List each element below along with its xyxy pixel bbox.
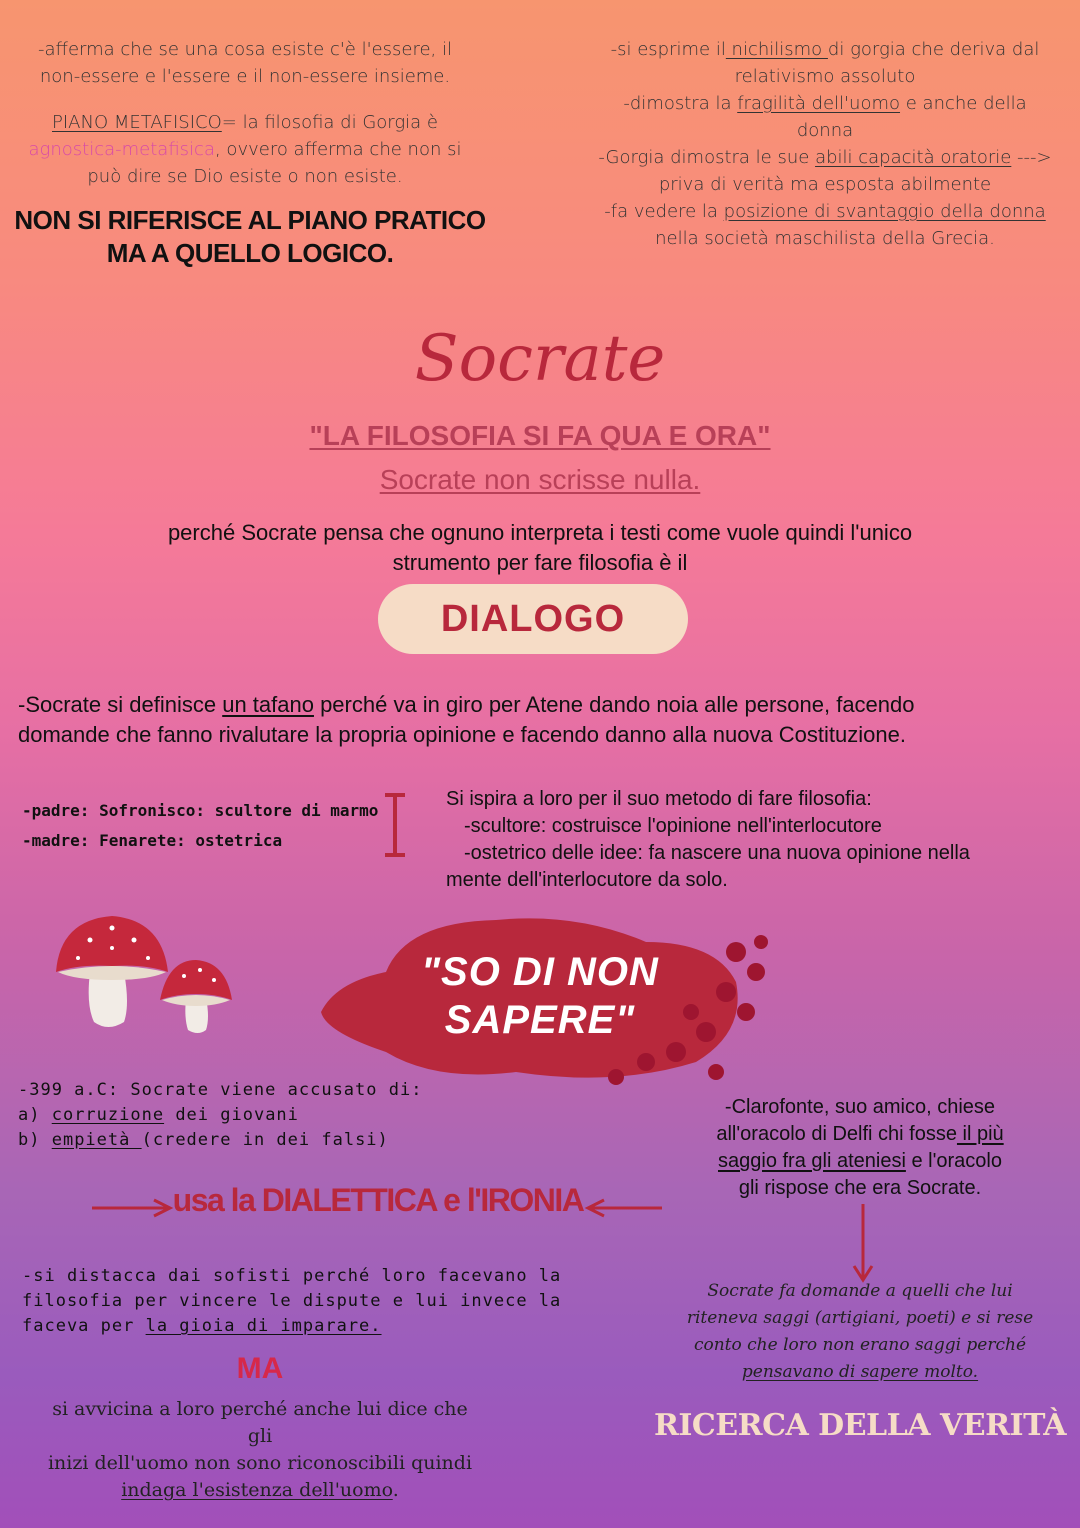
line: -ostetrico delle idee: fa nascere una nuova opinione nella [464,842,970,864]
line: "SO DI NON [421,950,659,994]
line [580,90,1070,117]
line: Socrate fa domande a quelli che lui [707,1281,1013,1301]
dialogo-label: DIALOGO [440,598,626,640]
gorgia-right-block [580,36,1070,252]
line: riteneva saggi (artigiani, poeti) e si rese [686,1308,1034,1328]
line: strumento per fare filosofia è il [392,550,688,575]
bold-line: NON SI RIFERISCE AL PIANO PRATICO [14,205,486,235]
text: . [392,1479,399,1501]
line [18,1103,458,1128]
avvicina-block [40,1396,480,1504]
term: corruzione [51,1105,165,1125]
parents-block [22,796,392,856]
line: conto che loro non erano saggi perché [693,1335,1027,1355]
piano-label: PIANO METAFISICO [52,112,222,133]
term: fragilità dell'uomo [737,93,901,114]
text: (credere in dei falsi) [141,1130,389,1150]
line: nella società maschilista della Grecia. [655,228,995,249]
line: perché Socrate pensa che ognuno interpreta i testi come vuole quindi l'unico [167,520,913,545]
domande-block [680,1278,1040,1386]
text: perché va in giro per Atene dando noia alle persone, facendo [313,692,915,717]
text: all'oracolo di Delfi chi fosse [716,1123,957,1145]
line: -si distacca dai sofisti perché loro facevano la [22,1266,562,1286]
dialettica-label: usa la DIALETTICA e l'IRONIA [172,1182,584,1218]
arrow-down-icon [850,1204,876,1284]
sofisti-block [22,1264,562,1339]
line [680,1359,1040,1386]
term: saggio fra gli ateniesi [718,1150,906,1172]
subtitle-text: Socrate non scrisse nulla. [379,464,701,495]
subtitle [200,464,880,496]
text: dei giovani [164,1105,299,1125]
padre: -padre: Sofronisco: scultore di marmo [22,801,379,820]
term: posizione di svantaggio della donna [723,201,1046,222]
mushroom-icon [50,910,250,1040]
line [22,1314,562,1339]
text: b) [18,1130,52,1150]
method-block [446,786,1066,894]
line: non-essere e l'essere e il non-essere insieme. [39,66,451,87]
line [580,144,1070,171]
i-beam-divider-icon [382,792,408,858]
line: donna [796,120,854,141]
line: inizi dell'uomo non sono riconoscibili quindi [47,1452,473,1474]
line [18,1128,458,1153]
text: -fa vedere la [604,201,724,222]
tafano-paragraph [18,690,1068,750]
quote: "LA FILOSOFIA SI FA QUA E ORA" [309,420,771,451]
line: gli rispose che era Socrate. [738,1177,982,1199]
ricerca-label: RICERCA DELLA VERITÀ [653,1408,1067,1443]
line [680,1148,1040,1175]
line: Si ispira a loro per il suo metodo di fare filosofia: [446,788,872,810]
accusation-block [18,1078,458,1153]
bold-statement [10,204,490,270]
line [580,36,1070,63]
text: -si esprime il [610,39,726,60]
term: empietà [51,1130,142,1150]
agnostica-term: agnostica-metafisica [28,139,215,160]
oracolo-block [680,1094,1040,1202]
text: di gorgia che deriva dal [827,39,1040,60]
text: -dimostra la [623,93,738,114]
text: -Gorgia dimostra le sue [598,147,816,168]
gorgia-left-block [20,36,470,190]
line: relativismo assoluto [734,66,916,87]
line: -Clarofonte, suo amico, chiese [724,1096,996,1118]
bold-line: MA A QUELLO LOGICO. [106,238,394,268]
term: nichilismo [725,39,828,60]
line: -399 a.C: Socrate viene accusato di: [18,1080,423,1100]
text: , ovvero afferma che non si [214,139,462,160]
line: mente dell'interlocutore da solo. [446,869,728,891]
line: si avvicina a loro perché anche lui dice che gli [52,1398,468,1447]
so-di-non-sapere [380,948,700,1044]
term: pensavano di sapere molto. [741,1362,979,1382]
text: = la filosofia di Gorgia è [221,112,438,133]
term: abili capacità oratorie [815,147,1012,168]
line: -scultore: costruisce l'opinione nell'interlocutore [464,815,882,837]
term: indaga l'esistenza dell'uomo [121,1479,393,1501]
line [18,690,1068,720]
line [20,136,470,163]
text: e anche della [900,93,1027,114]
line [580,198,1070,225]
quote-heading [200,420,880,452]
term: il più [956,1123,1004,1145]
text: e l'oracolo [905,1150,1002,1172]
text: faceva per [22,1316,146,1336]
madre: -madre: Fenarete: ostetrica [22,831,283,850]
text: -Socrate si definisce [18,692,223,717]
ma-label: MA [236,1352,284,1385]
line: SAPERE" [444,998,636,1042]
line: filosofia per vincere le dispute e lui invece la [22,1291,562,1311]
line: priva di verità ma esposta abilmente [658,174,992,195]
text: a) [18,1105,52,1125]
line: domande che fanno rivalutare la propria opinione e facendo danno alla nuova Costituzione. [18,722,906,747]
dialogo-description [60,518,1020,578]
line [40,1477,480,1504]
line [20,109,470,136]
dialogo-pill [378,584,688,654]
line: -afferma che se una cosa esiste c'è l'essere, il [38,39,452,60]
term: un tafano [222,692,314,717]
page-title: Socrate [414,322,666,396]
line: può dire se Dio esiste o non esiste. [87,166,403,187]
text: ---> [1011,147,1052,168]
line [680,1121,1040,1148]
term: la gioia di imparare. [145,1316,382,1336]
